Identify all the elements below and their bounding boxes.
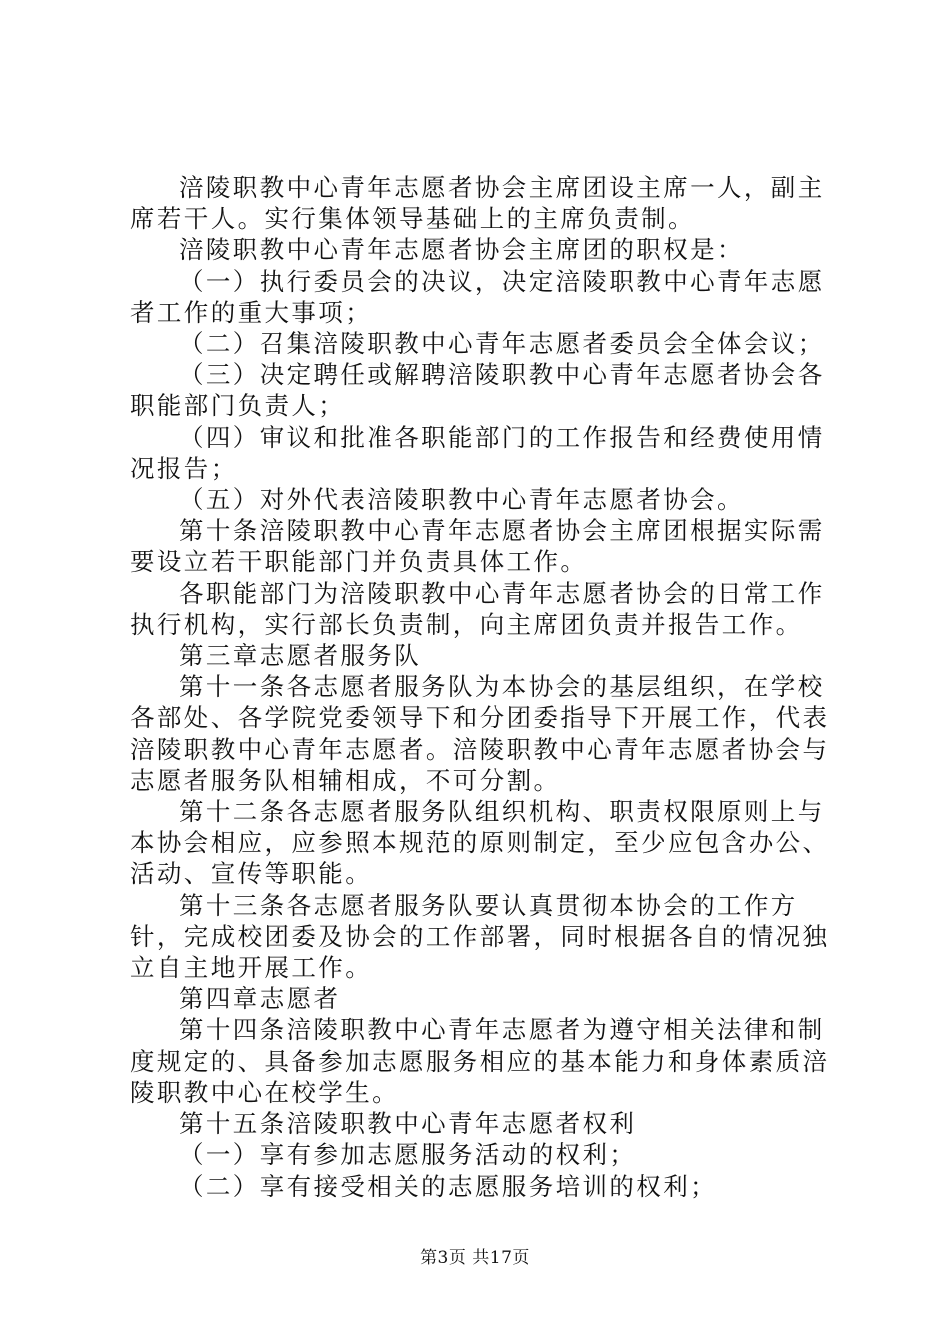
paragraph: 涪陵职教中心青年志愿者协会主席团的职权是： (179, 235, 744, 265)
paragraph: （二）召集涪陵职教中心青年志愿者委员会全体会议； (179, 329, 825, 359)
paragraph: 第十条涪陵职教中心青年志愿者协会主席团根据实际需要设立若干职能部门并负责具体工作。 (130, 516, 825, 577)
paragraph: 各职能部门为涪陵职教中心青年志愿者协会的日常工作执行机构，实行部长负责制，向主席团负责并报告工作。 (130, 578, 825, 639)
paragraph: 第十一条各志愿者服务队为本协会的基层组织，在学校各部处、各学院党委领导下和分团委指导下开展工作，代表涪陵职教中心青年志愿者。涪陵职教中心青年志愿者协会与志愿者服务队相辅相成，不可分割。 (130, 672, 830, 795)
chapter-heading: 第三章志愿者服务队 (179, 641, 422, 671)
paragraph: （三）决定聘任或解聘涪陵职教中心青年志愿者协会各职能部门负责人； (130, 360, 825, 421)
paragraph: 第十二条各志愿者服务队组织机构、职责权限原则上与本协会相应，应参照本规范的原则制定，至少应包含办公、活动、宣传等职能。 (130, 797, 830, 889)
chapter-heading: 第四章志愿者 (179, 984, 341, 1014)
paragraph: （四）审议和批准各职能部门的工作报告和经费使用情况报告； (130, 422, 825, 483)
paragraph: （一）享有参加志愿服务活动的权利； (179, 1140, 637, 1170)
paragraph: 第十三条各志愿者服务队要认真贯彻本协会的工作方针，完成校团委及协会的工作部署，同时根据各自的情况独立自主地开展工作。 (130, 890, 830, 983)
paragraph: 第十五条涪陵职教中心青年志愿者权利 (179, 1109, 637, 1139)
paragraph: 涪陵职教中心青年志愿者协会主席团设主席一人，副主席若干人。实行集体领导基础上的主席负责制。 (130, 173, 825, 234)
page-number-footer: 第3页 共17页 (420, 1248, 530, 1268)
paragraph: （五）对外代表涪陵职教中心青年志愿者协会。 (179, 485, 744, 515)
document-body (130, 172, 832, 1202)
paragraph: （一）执行委员会的决议，决定涪陵职教中心青年志愿者工作的重大事项； (130, 266, 825, 327)
paragraph: 第十四条涪陵职教中心青年志愿者为遵守相关法律和制度规定的、具备参加志愿服务相应的基本能力和身体素质涪陵职教中心在校学生。 (130, 1015, 830, 1107)
paragraph: （二）享有接受相关的志愿服务培训的权利； (179, 1171, 717, 1201)
